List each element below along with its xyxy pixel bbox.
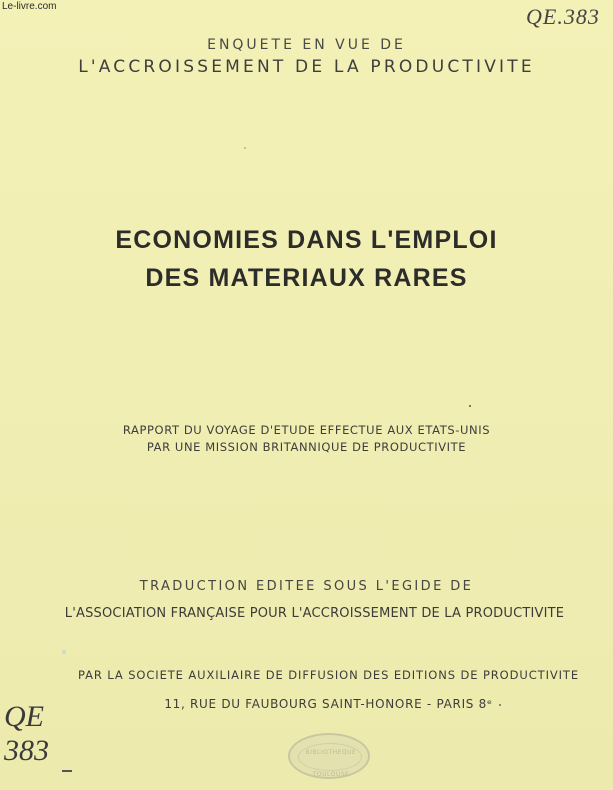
title-line-1: ECONOMIES DANS L'EMPLOI	[115, 226, 498, 254]
catalog-side-line-1: QE	[4, 700, 44, 733]
translation-line-1: TRADUCTION EDITEE SOUS L'EGIDE DE	[139, 579, 474, 594]
header-line-2: L'ACCROISSEMENT DE LA PRODUCTIVITE	[78, 57, 535, 77]
catalog-number-handwritten: QE.383	[526, 4, 600, 29]
publisher-line-1: PAR LA SOCIETE AUXILIAIRE DE DIFFUSION DES EDITIONS DE PRODUCTIVITE	[77, 668, 580, 682]
translation-line-2: L'ASSOCIATION FRANÇAISE POUR L'ACCROISSEMENT DE LA PRODUCTIVITE	[64, 606, 565, 621]
stamp-text-bottom: TOULOUSE	[312, 771, 350, 778]
title-line-2: DES MATERIAUX RARES	[145, 264, 468, 292]
header-line-1: ENQUETE EN VUE DE	[207, 37, 406, 53]
watermark: Le-livre.com	[2, 1, 57, 12]
report-line-1: RAPPORT DU VOYAGE D'ETUDE EFFECTUE AUX ETATS-UNIS	[122, 423, 491, 437]
stamp-text-top: BIBLIOTHEQUE	[305, 749, 357, 756]
report-line-2: PAR UNE MISSION BRITANNIQUE DE PRODUCTIVITE	[146, 440, 467, 454]
catalog-side-line-2: 383	[4, 734, 49, 767]
publisher-address: 11, RUE DU FAUBOURG SAINT-HONORE - PARIS 8ᵉ	[164, 697, 493, 711]
